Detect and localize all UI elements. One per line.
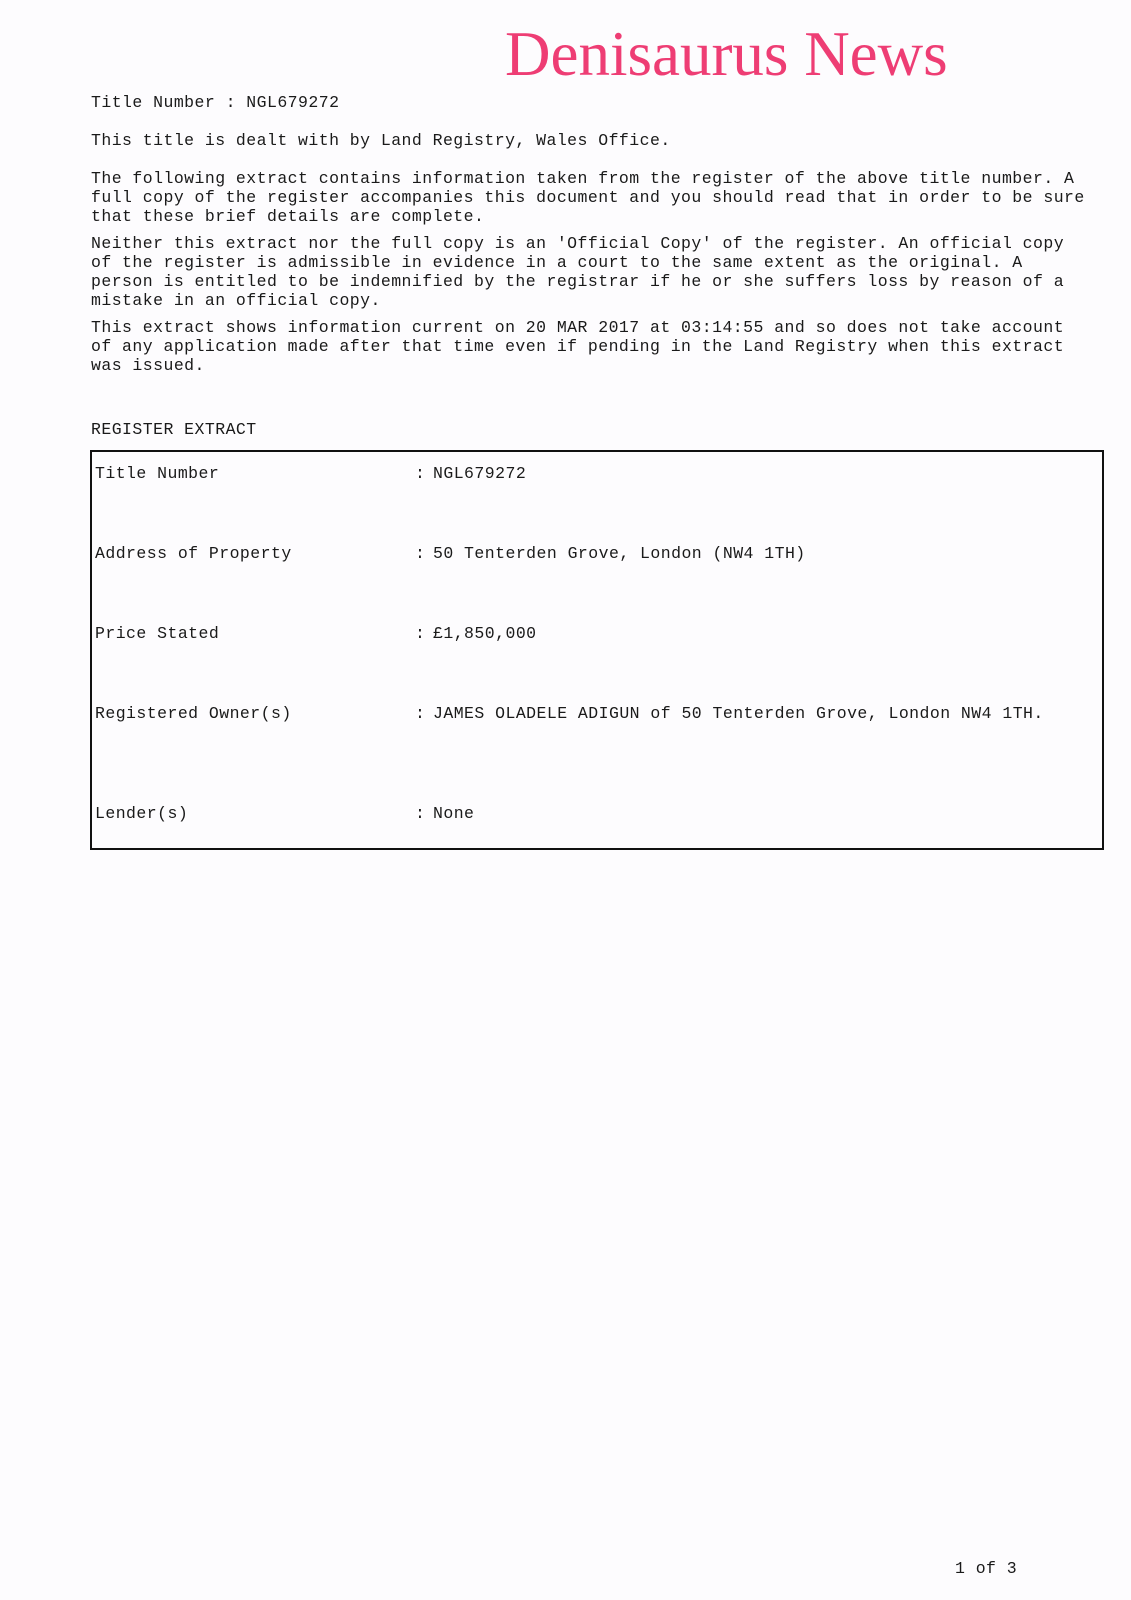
title-number-line: Title Number : NGL679272 xyxy=(91,93,340,112)
row-separator: : xyxy=(415,544,426,563)
register-row-lender xyxy=(95,804,1095,899)
row-value: 50 Tenterden Grove, London (NW4 1TH) xyxy=(433,544,806,563)
row-label: Price Stated xyxy=(95,624,220,643)
watermark-logo: Denisaurus News xyxy=(505,19,948,89)
row-separator: : xyxy=(415,804,426,823)
row-value: None xyxy=(433,804,475,823)
row-label: Address of Property xyxy=(95,544,292,563)
row-label: Title Number xyxy=(95,464,220,483)
row-separator: : xyxy=(415,704,426,723)
intro-paragraph-extract: The following extract contains information taken from the register of the above title number. A full copy of the register accompanies this document and you should read that in order to be sure that these brief details are complete. xyxy=(91,169,1096,226)
row-label: Lender(s) xyxy=(95,804,189,823)
row-value: £1,850,000 xyxy=(433,624,537,643)
register-extract-heading: REGISTER EXTRACT xyxy=(91,420,257,439)
row-value: NGL679272 xyxy=(433,464,527,483)
register-extract-table xyxy=(90,450,1104,850)
intro-paragraph-currency: This extract shows information current on 20 MAR 2017 at 03:14:55 and so does not take account of any application made after that time even if pending in the Land Registry when this extract was issued. xyxy=(91,318,1075,375)
row-separator: : xyxy=(415,464,426,483)
row-value: JAMES OLADELE ADIGUN of 50 Tenterden Grove, London NW4 1TH. xyxy=(433,704,1044,723)
office-line: This title is dealt with by Land Registry, Wales Office. xyxy=(91,131,671,150)
row-separator: : xyxy=(415,624,426,643)
register-row-owner xyxy=(95,704,1095,799)
page-indicator: 1 of 3 xyxy=(955,1559,1018,1578)
intro-paragraph-official-copy: Neither this extract nor the full copy is an 'Official Copy' of the register. An official copy of the register is admissible in evidence in a court to the same extent as the original. A person is entitled to be indemnified by the registrar if he or she suffers loss by reason of a mistake in an official copy. xyxy=(91,234,1075,310)
row-label: Registered Owner(s) xyxy=(95,704,292,723)
